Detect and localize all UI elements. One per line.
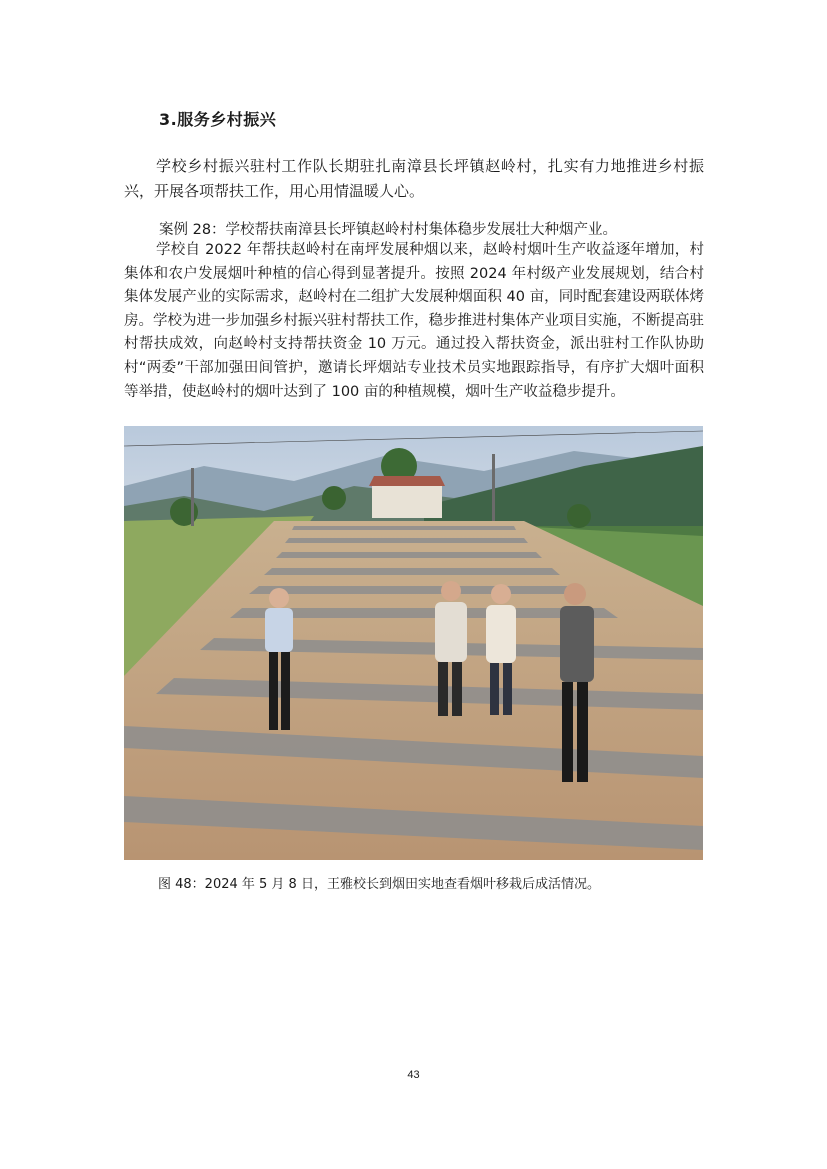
figure-caption: 图 48：2024 年 5 月 8 日，王雅校长到烟田实地查看烟叶移栽后成活情况。 — [158, 877, 600, 892]
section-heading: 3.服务乡村振兴 — [159, 110, 277, 129]
farmhouse — [372, 486, 442, 518]
tree — [567, 504, 591, 528]
tree — [322, 486, 346, 510]
utility-pole — [191, 468, 194, 526]
tobacco-field-photo — [124, 426, 703, 860]
intro-paragraph: 学校乡村振兴驻村工作队长期驻扎南漳县长坪镇赵岭村，扎实有力地推进乡村振兴，开展各项帮扶工作，用心用情温暖人心。 — [124, 157, 704, 200]
utility-pole — [492, 454, 495, 524]
case-title: 案例 28：学校帮扶南漳县长坪镇赵岭村村集体稳步发展壮大种烟产业。 — [159, 222, 618, 238]
farmhouse-roof — [369, 476, 445, 486]
page-number: 43 — [407, 1069, 420, 1081]
case-body-paragraph: 学校自 2022 年帮扶赵岭村在南坪发展种烟以来，赵岭村烟叶生产收益逐年增加，村集体和农户发展烟叶种植的信心得到显著提升。按照 2024 年村级产业发展规划，结合村集体发展产业的实际需求，赵岭村在二组扩大发展种烟面积 40 亩，同时配套建设两联体烤房。学校为进一步加强乡村振兴驻村帮扶工作，稳步推进村集体产业项目实施，不断提高驻村帮扶成效，向赵岭村支持帮扶资金 10 万元。通过投入帮扶资金，派出驻村工作队协助村“两委”干部加强田间管护，邀请长坪烟站专业技术员实地跟踪指导，有序扩大烟叶面积等举措，使赵岭村的烟叶达到了 100 亩的种植规模，烟叶生产收益稳步提升。 — [124, 242, 704, 400]
